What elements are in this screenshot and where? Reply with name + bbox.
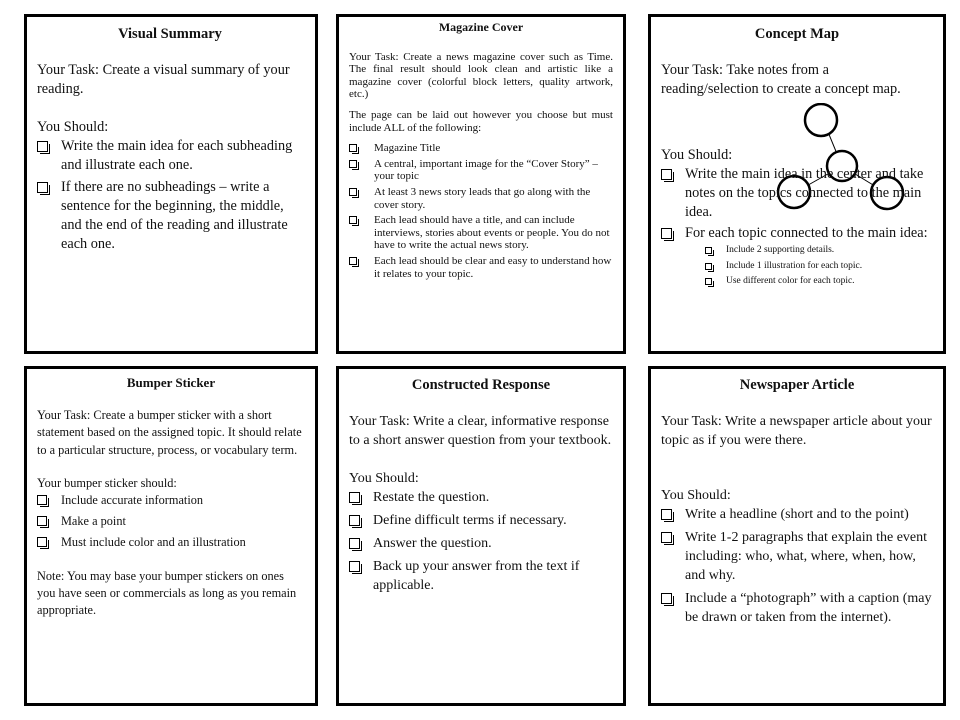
checkbox-icon [349,144,357,152]
checklist-item-text: Make a point [61,514,126,529]
checkbox-icon [37,537,47,547]
checkbox-icon [349,188,357,196]
checklist-item-text: Must include color and an illustration [61,535,246,550]
task-text: Your Task: Write a clear, informative response to a short answer question from your textbook. [349,414,612,448]
checklist-item [661,589,933,627]
checklist-item [349,557,613,595]
checkbox-icon [705,278,712,285]
checklist-item [349,158,613,183]
visual-summary-card [24,14,318,354]
layout-note: The page can be laid out however you choose but must include ALL of the following: [349,108,613,134]
magazine-cover-card [336,14,626,354]
checklist-item-text: Include a “photograph” with a caption (may be drawn or taken from the internet). [685,591,932,625]
should-label: You Should: [349,471,419,486]
sub-checklist-item-text: Include 1 illustration for each topic. [726,260,863,271]
task-text: Your Task: Create a visual summary of your reading. [37,62,290,97]
checklist-item [37,492,305,509]
checkbox-icon [37,141,48,152]
card-title: Visual Summary [118,26,222,42]
topic-circle [805,104,837,136]
sub-checklist [685,243,933,290]
checklist-item [37,178,303,254]
checklist-item [349,255,613,280]
sub-checklist-item-text: Use different color for each topic. [726,276,855,286]
checklist [349,142,613,280]
constructed-response-card [336,366,626,706]
checklist-item [349,488,613,507]
bumper-sticker-card [24,366,318,706]
checklist-item [661,224,933,290]
checkbox-icon [37,516,47,526]
checklist [661,165,933,290]
checklist-item-text: At least 3 news story leads that go along with the cover story. [374,185,591,211]
checklist [37,137,303,254]
checklist-item [661,505,933,524]
checklist-item [349,186,613,211]
checklist-item-text: Each lead should have a title, and can include interviews, stories about events or people. You do not have to write the actual news story. [374,214,610,252]
checklist-item [349,534,613,553]
checklist-item [661,165,933,222]
sub-checklist-item [685,274,933,290]
checklist-item-text: A central, important image for the “Cover Story” – your topic [374,157,598,183]
checklist-item-text: Answer the question. [373,536,492,551]
checklist [349,488,613,595]
should-label: You Should: [37,119,109,135]
checkbox-icon [349,257,357,265]
checklist-item-text: Restate the question. [373,490,490,505]
checklist [37,492,305,552]
checklist-item [349,214,613,252]
card-title: Concept Map [754,26,840,42]
checkbox-icon [349,538,360,549]
checkbox-icon [37,495,47,505]
checkbox-icon [661,228,672,239]
checklist [661,505,933,627]
task-text: Your Task: Take notes from a reading/selection to create a concept map. [661,62,901,97]
checklist-item-text: If there are no subheadings – write a sentence for the beginning, the middle, and the end of the reading and illustrate each one. [61,179,288,252]
checkbox-icon [705,263,712,270]
should-label: You Should: [661,147,733,163]
checkbox-icon [349,160,357,168]
card-title: Bumper Sticker [126,375,216,390]
checkbox-icon [37,182,48,193]
note-text: Note: You may base your bumper stickers on ones you have seen or commercials as long as you remain appropriate. [37,568,297,618]
newspaper-article-card [648,366,946,706]
checkbox-icon [661,509,672,520]
checklist-item [37,534,305,551]
should-label: You Should: [661,488,731,503]
checklist-item [37,137,303,175]
checklist-item-text: Include accurate information [61,493,204,508]
checklist-item [349,142,613,155]
checklist-item-text: Write the main idea for each subheading and illustrate each one. [61,138,293,173]
checklist-item-text: Back up your answer from the text if applicable. [373,559,580,593]
checklist-item-text: Write a headline (short and to the point) [685,507,909,522]
checkbox-icon [349,492,360,503]
checklist-item-text: Write the main idea in the center and take notes on the topics connected to the main idea. [685,166,924,220]
checkbox-icon [349,216,357,224]
checklist-item [661,528,933,585]
checklist-item [37,513,305,530]
checkbox-icon [661,169,672,180]
task-text: Your Task: Create a news magazine cover such as Time. The final result should look clean and artistic like a magazine cover (colorful block letters, quality artwork, etc.) [349,50,613,101]
checkbox-icon [349,561,360,572]
should-label: Your bumper sticker should: [37,475,177,490]
card-title: Newspaper Article [739,377,855,393]
checklist-item-text: Define difficult terms if necessary. [373,513,567,528]
checklist-item [349,511,613,530]
task-text: Your Task: Write a newspaper article about your topic as if you were there. [661,414,932,448]
checklist-item-text: For each topic connected to the main idea: [685,225,928,241]
checklist-item-text: Magazine Title [374,142,441,155]
checkbox-icon [705,247,712,254]
sub-checklist-item [685,259,933,275]
sub-checklist-item [685,243,933,259]
checkbox-icon [349,515,360,526]
card-title: Magazine Cover [438,20,524,34]
card-title: Constructed Response [411,377,551,393]
sub-checklist-item-text: Include 2 supporting details. [726,245,835,255]
checkbox-icon [661,593,672,604]
checklist-item-text: Write 1-2 paragraphs that explain the event including: who, what, where, when, how, and why. [685,530,928,583]
checklist-item-text: Each lead should be clear and easy to understand how it relates to your topic. [374,254,612,280]
checkbox-icon [661,532,672,543]
concept-map-card [648,14,946,354]
task-text: Your Task: Create a bumper sticker with a short statement based on the assigned topic. It should relate to a particular structure, process, or vocabulary term. [37,408,302,457]
